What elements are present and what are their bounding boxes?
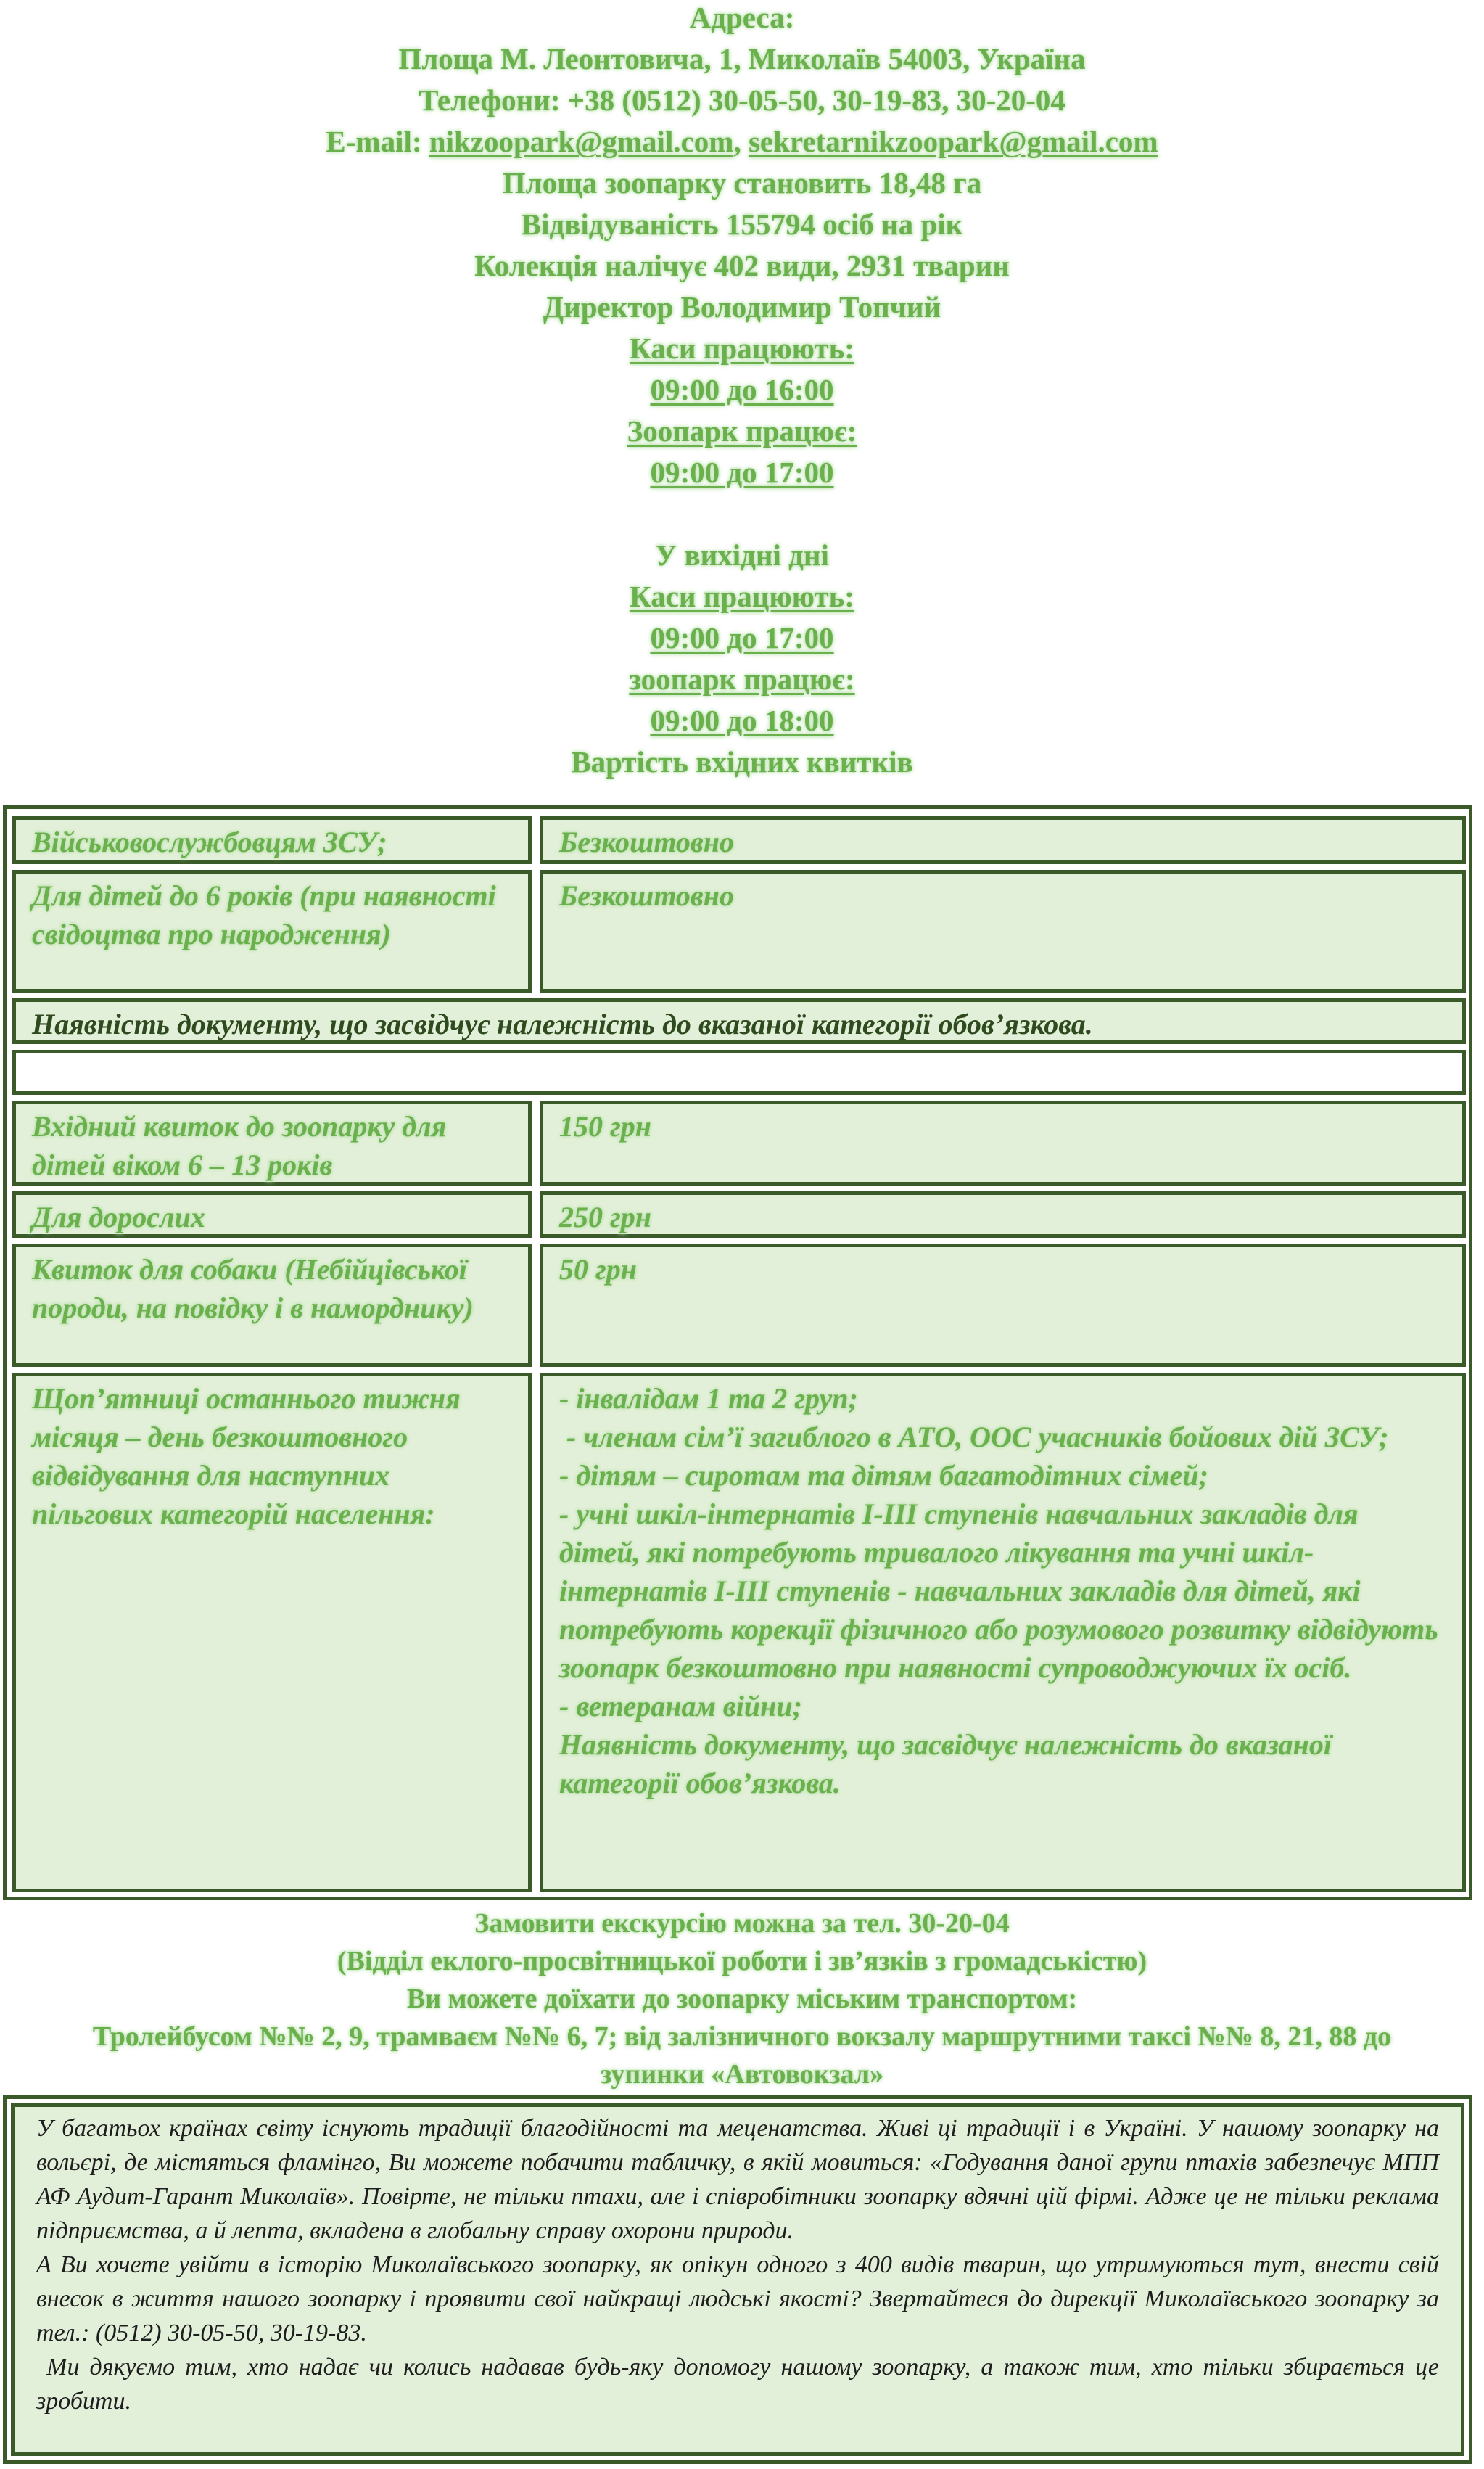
zoo-hours-label: Зоопарк працює: — [627, 414, 857, 448]
table-cell-children-6-13: Вхідний квиток до зоопарку для дітей віком 6 – 13 років — [12, 1101, 532, 1186]
table-cell-children-6-13-price: 150 грн — [540, 1101, 1466, 1186]
sponsorship-paragraph: Ми дякуємо тим, хто надає чи колись надавав будь-яку допомогу нашому зоопарку, а також тим, хто тільки збирається це зробити. — [36, 2354, 1446, 2415]
category-item: - ветеранам війни; — [559, 1690, 802, 1722]
table-cell-military-price: Безкоштовно — [540, 816, 1466, 864]
transport-stop: зупинки «Автовокзал» — [600, 2059, 884, 2090]
address: Площа М. Леонтовича, 1, Миколаїв 54003, Україна — [398, 42, 1086, 75]
table-cell-dog-ticket: Квиток для собаки (Небійцівської породи, на повідку і в наморднику) — [12, 1244, 532, 1367]
category-item: - учні шкіл-інтернатів І-ІІІ ступенів навчальних закладів для дітей, які потребують тривалого лікування та учні шкіл-інтернатів І-ІІІ ступенів - навчальних закладів для дітей, які потребують корекції фізичного або розумового розвитку відвідують зоопарк безкоштовно при наявності супроводжуючих їх осіб. — [559, 1498, 1438, 1684]
sponsorship-box — [3, 2095, 1472, 2464]
zoo-area: Площа зоопарку становить 18,48 га — [502, 166, 982, 200]
table-cell-children-under-6: Для дітей до 6 років (при наявності свідоцтва про народження) — [12, 870, 532, 993]
zoo-collection: Колекція налічує 402 види, 2931 тварин — [474, 249, 1010, 282]
weekend-heading: У вихідні дні — [655, 538, 829, 572]
table-empty-row — [12, 1050, 1466, 1095]
weekend-zoo-hours: 09:00 до 18:00 — [650, 704, 834, 737]
category-item: - членам сім’ї загиблого в АТО, ООС учасників бойових дій ЗСУ; — [559, 1421, 1389, 1453]
table-cell-free-friday-categories — [540, 1373, 1466, 1892]
category-item: - дітям – сиротам та дітям багатодітних сімей; — [559, 1459, 1208, 1492]
phones: Телефони: +38 (0512) 30-05-50, 30-19-83, 30-20-04 — [419, 83, 1065, 117]
cash-hours-label: Каси працюють: — [630, 332, 854, 365]
contact-header — [0, 0, 1484, 783]
cash-hours: 09:00 до 16:00 — [650, 373, 834, 406]
email-link-2[interactable]: sekretarnikzoopark@gmail.com — [748, 125, 1158, 158]
table-cell-document-note: Наявність документу, що засвідчує належність до вказаної категорії обов’язкова. — [12, 998, 1466, 1044]
category-item: - інвалідам 1 та 2 груп; — [559, 1382, 858, 1415]
table-cell-adults: Для дорослих — [12, 1191, 532, 1238]
ticket-price-table — [3, 805, 1472, 1900]
table-cell-dog-ticket-price: 50 грн — [540, 1244, 1466, 1367]
tickets-title: Вартість вхідних квитків — [571, 745, 913, 779]
weekend-cash-hours: 09:00 до 17:00 — [650, 621, 834, 654]
sponsorship-text — [11, 2103, 1464, 2456]
table-cell-free-friday: Щоп’ятниці останнього тижня місяця – день безкоштовного відвідування для наступних пільгових категорій населення: — [12, 1373, 532, 1892]
weekend-cash-label: Каси працюють: — [630, 580, 854, 613]
category-note: Наявність документу, що засвідчує належність до вказаної категорії обов’язкова. — [559, 1728, 1332, 1799]
email-label: E-mail: — [326, 125, 429, 158]
sponsorship-paragraph: У багатьох країнах світу існують традиції благодійності та меценатства. Живі ці традиції і в Україні. У нашому зоопарку на вольєрі, де містяться фламінго, Ви можете побачити табличку, в якій мовиться: «Годування даної групи птахів забезпечує МПП АФ Аудит-Гарант Миколаїв». Повірте, не тільки птахи, але і співробітники зоопарку вдячні цій фірмі. Адже це не тільки реклама підприємства, а й лепта, вкладена в глобальну справу охорони природи. — [36, 2115, 1439, 2244]
email-link-1[interactable]: nikzoopark@gmail.com — [429, 125, 734, 158]
department-info: (Відділ еклого-просвітницької роботи і зв’язків з громадськістю) — [337, 1946, 1147, 1976]
email-line — [0, 121, 1484, 163]
sponsorship-paragraph: А Ви хочете увійти в історію Миколаївського зоопарку, як опікун одного з 400 видів тварин, що утримуються тут, внести свій внесок в життя нашого зоопарку і проявити свої найкращі людські якості? Звертайтеся до дирекції Миколаївського зоопарку за тел.: (0512) 30-05-50, 30-19-83. — [36, 2251, 1439, 2346]
transport-routes: Тролейбусом №№ 2, 9, трамваєм №№ 6, 7; від залізничного вокзалу маршрутними таксі №№ 8, 21, 88 до — [92, 2021, 1392, 2052]
transport-title: Ви можете доїхати до зоопарку міським транспортом: — [406, 1984, 1078, 2014]
excursion-info: Замовити екскурсію можна за тел. 30-20-04 — [474, 1908, 1010, 1939]
zoo-hours: 09:00 до 17:00 — [650, 456, 834, 489]
table-cell-children-under-6-price: Безкоштовно — [540, 870, 1466, 993]
zoo-director: Директор Володимир Топчий — [543, 290, 941, 324]
weekend-zoo-label: зоопарк працює: — [629, 662, 855, 696]
email-separator: , — [733, 125, 749, 158]
table-cell-adults-price: 250 грн — [540, 1191, 1466, 1238]
zoo-visitors: Відвідуваність 155794 осіб на рік — [521, 208, 963, 241]
address-label: Адреса: — [689, 1, 795, 34]
table-cell-military: Військовослужбовцям ЗСУ; — [12, 816, 532, 864]
